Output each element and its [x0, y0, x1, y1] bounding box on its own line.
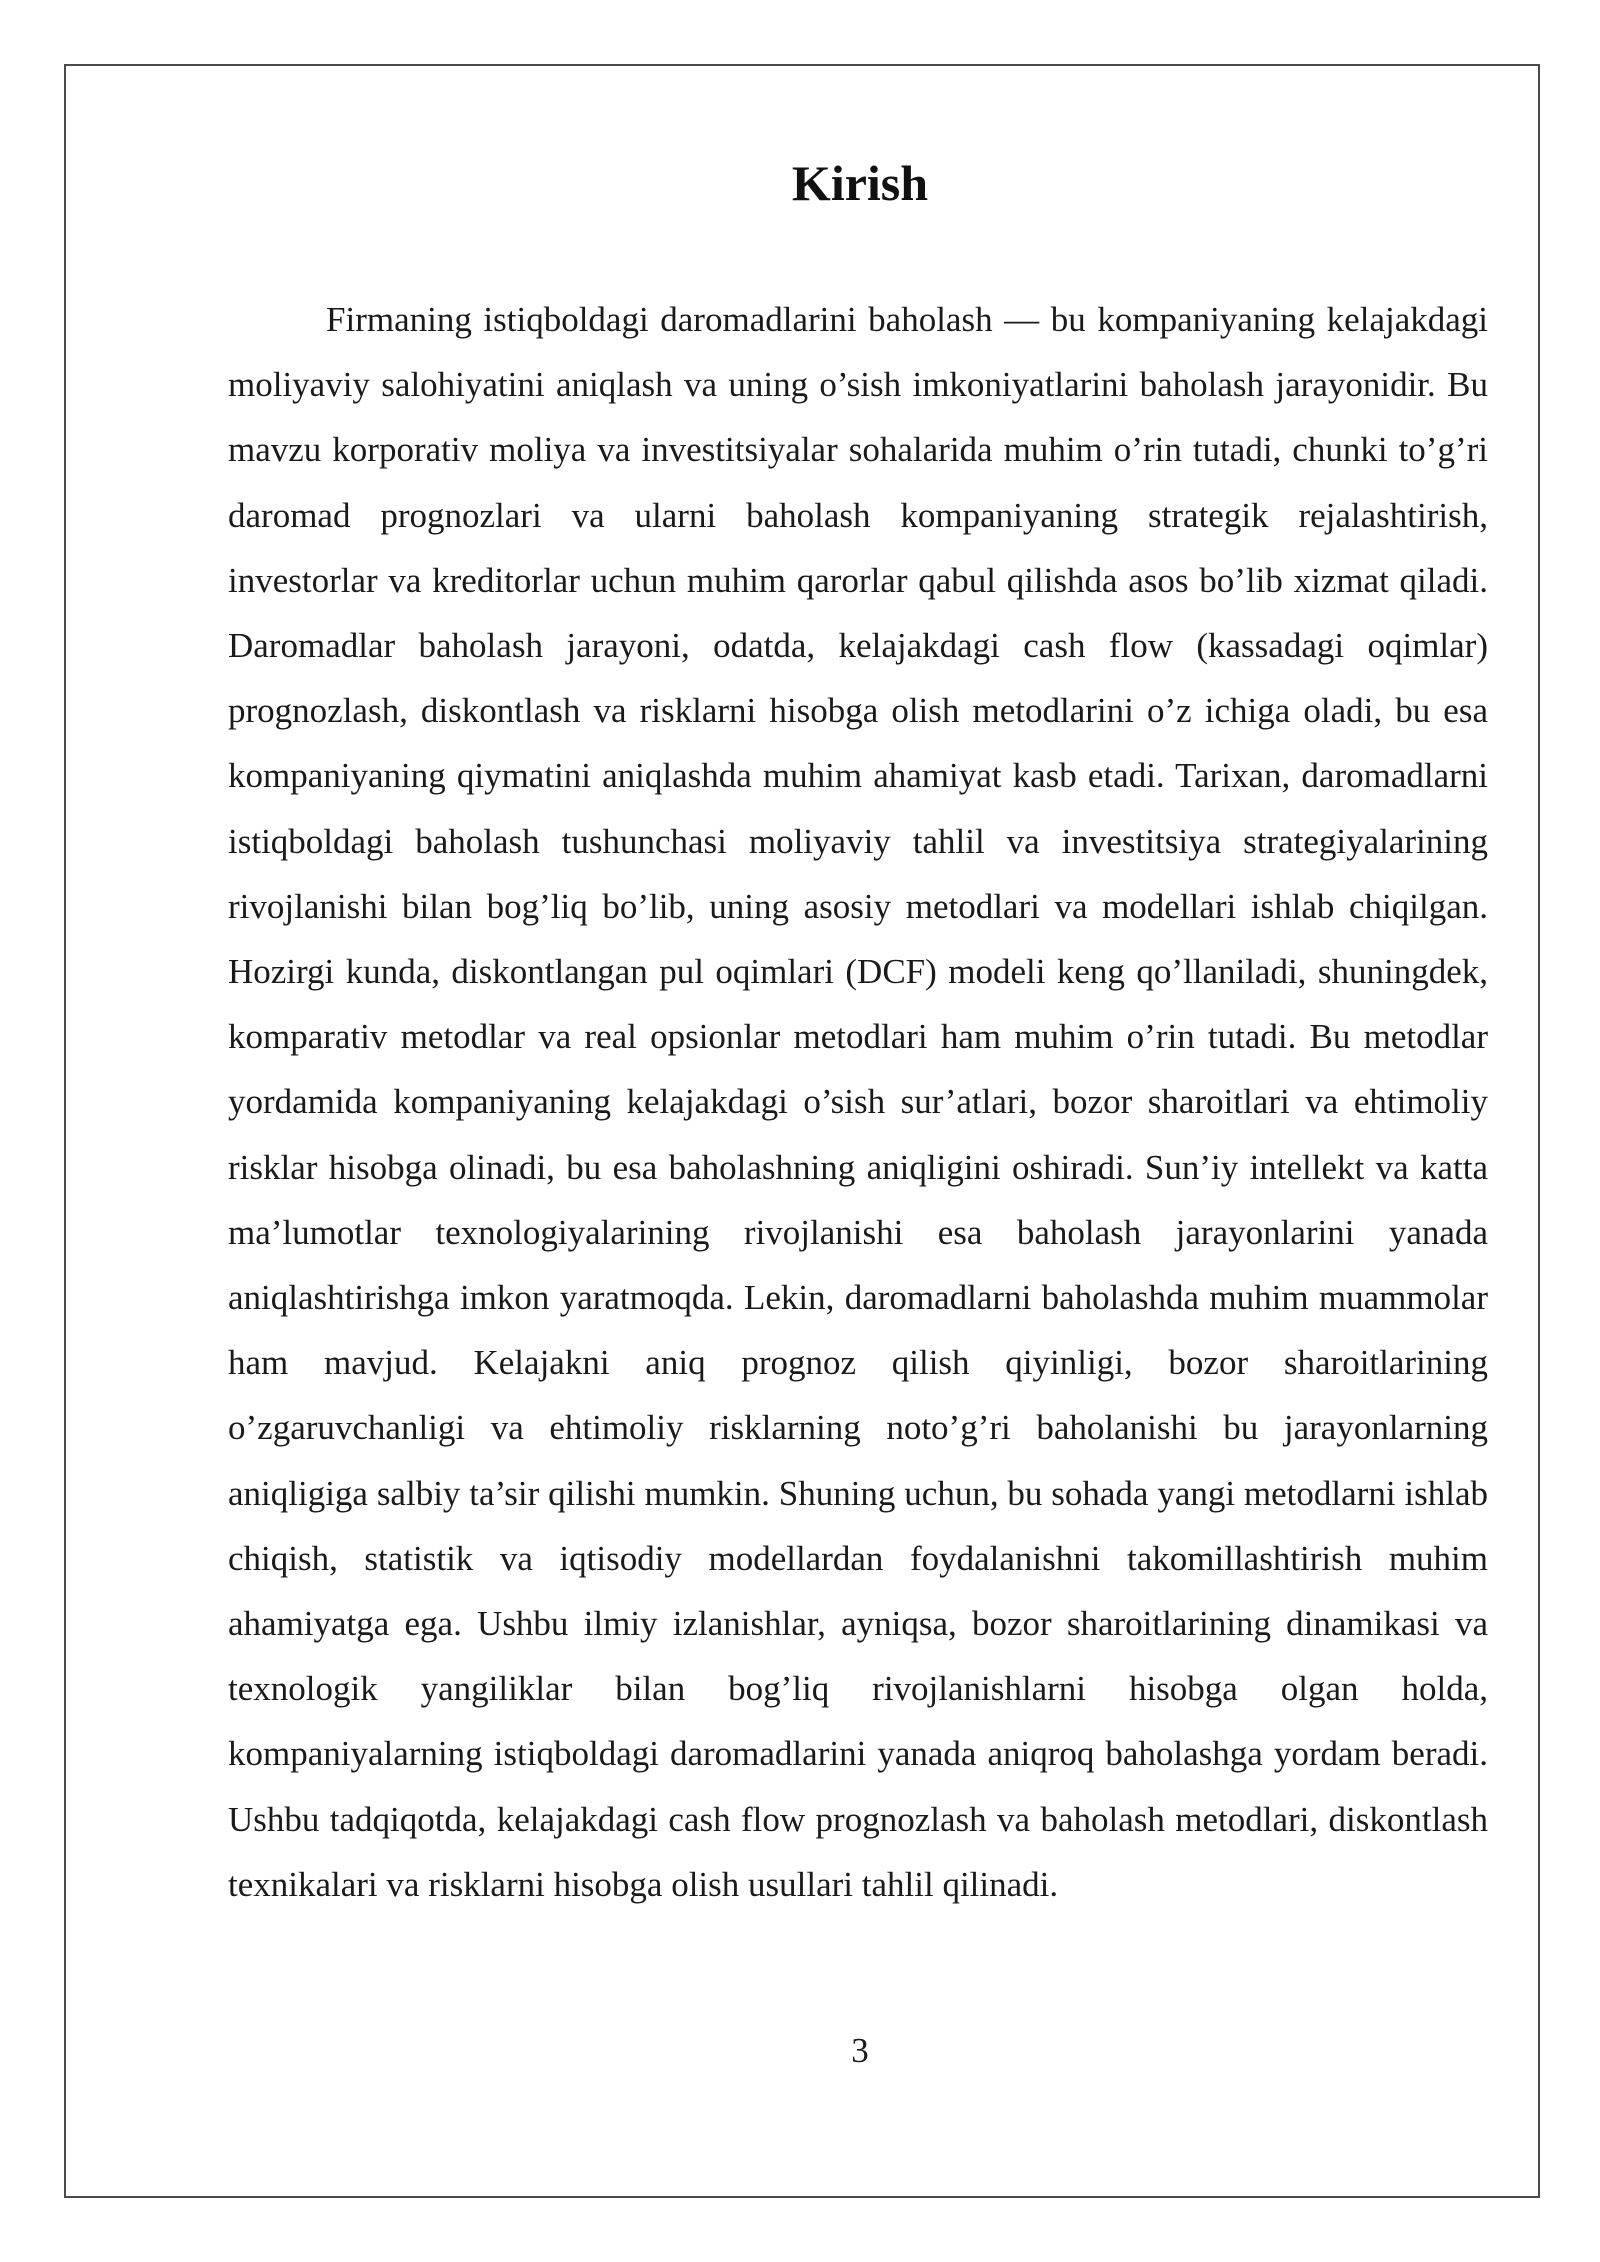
body-paragraph: Firmaning istiqboldagi daromadlarini baholash — bu kompaniyaning kelajakdagi moliyaviy salohiyatini aniqlash va uning o’sish imkoniyatlarini baholash jarayonidir. Bu mavzu korporativ moliya va investitsiyalar sohalarida muhim o’rin tutadi, chunki to’g’ri daromad prognozlari va ularni baholash kompaniyaning strategik rejalashtirish, investorlar va kreditorlar uchun muhim qarorlar qabul qilishda asos bo’lib xizmat qiladi. Daromadlar baholash jarayoni, odatda, kelajakdagi cash flow (kassadagi oqimlar) prognozlash, diskontlash va risklarni hisobga olish metodlarini o’z ichiga oladi, bu esa kompaniyaning qiymatini aniqlashda muhim ahamiyat kasb etadi. Tarixan, daromadlarni istiqboldagi baholash tushunchasi moliyaviy tahlil va investitsiya strategiyalarining rivojlanishi bilan bog’liq bo’lib, uning asosiy metodlari va modellari ishlab chiqilgan. Hozirgi kunda, diskontlangan pul oqimlari (DCF) modeli keng qo’llaniladi, shuningdek, komparativ metodlar va real opsionlar metodlari ham muhim o’rin tutadi. Bu metodlar yordamida kompaniyaning kelajakdagi o’sish sur’atlari, bozor sharoitlari va ehtimoliy risklar hisobga olinadi, bu esa baholashning aniqligini oshiradi. Sun’iy intellekt va katta ma’lumotlar texnologiyalarining rivojlanishi esa baholash jarayonlarini yanada aniqlashtirishga imkon yaratmoqda. Lekin, daromadlarni baholashda muhim muammolar ham mavjud. Kelajakni aniq prognoz qilish qiyinligi, bozor sharoitlarining o’zgaruvchanligi va ehtimoliy risklarning noto’g’ri baholanishi bu jarayonlarning aniqligiga salbiy ta’sir qilishi mumkin. Shuning uchun, bu sohada yangi metodlarni ishlab chiqish, statistik va iqtisodiy modellardan foydalanishni takomillashtirish muhim ahamiyatga ega. Ushbu ilmiy izlanishlar, ayniqsa, bozor sharoitlarining dinamikasi va texnologik yangiliklar bilan bog’liq rivojlanishlarni hisobga olgan holda, kompaniyalarning istiqboldagi daromadlarini yanada aniqroq baholashga yordam beradi. Ushbu tadqiqotda, kelajakdagi cash flow prognozlash va baholash metodlari, diskontlash texnikalari va risklarni hisobga olish usullari tahlil qilinadi.: [228, 300, 1488, 1904]
page-number: 3: [851, 2031, 869, 2070]
page-title: Kirish: [791, 155, 929, 211]
